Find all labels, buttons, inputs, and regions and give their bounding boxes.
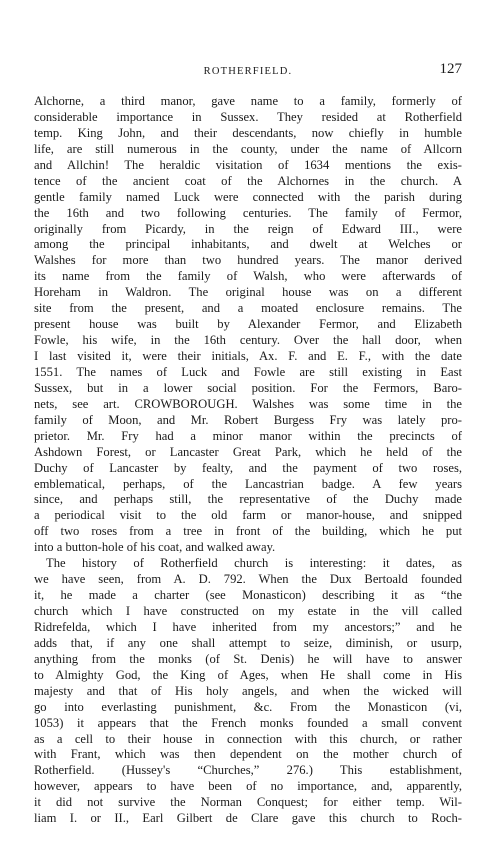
text-line: and Allchin! The heraldic visitation of 1634 mentions the exis- (34, 157, 462, 172)
text-line: present house was built by Alexander Fermor, and Elizabeth (34, 317, 462, 332)
text-line: it, he made a charter (see Monasticon) describing it as “the (34, 588, 462, 603)
text-line: we have seen, from A. D. 792. When the Dux Bertoald founded (34, 572, 462, 587)
text-line: Horeham in Waldron. The original house was on a different (34, 285, 462, 300)
text-line: Fowle, his wife, in the 16th century. Over the hall door, when (34, 333, 462, 348)
body-text (34, 94, 462, 827)
text-line: gentle family named Luck were connected with the parish during (34, 189, 462, 204)
text-line: however, appears to have been of no importance, and, apparently, (34, 779, 462, 794)
text-line: site from the present, and a moated enclosure remains. The (34, 301, 462, 316)
text-line: originally from Picardy, in the reign of Edward III., were (34, 221, 462, 236)
text-line: among the principal inhabitants, and dwelt at Welches or (34, 237, 462, 252)
paragraph (34, 94, 462, 556)
text-line: majesty and that of His holy angels, and when the wicked will (34, 683, 462, 698)
text-line: anything from the monks (of St. Denis) he will have to answer (34, 651, 462, 666)
text-line: liam I. or II., Earl Gilbert de Clare gave this church to Roch- (34, 811, 462, 826)
text-line: since, and perhaps still, the representative of the Duchy made (34, 492, 462, 507)
paragraph (34, 556, 462, 827)
text-line: Sussex, but in a lower social position. For the Fermors, Baro- (34, 380, 462, 395)
text-line: tence of the ancient coat of the Alchornes in the church. A (34, 173, 462, 188)
text-line: temp. King John, and their descendants, now chiefly in humble (34, 125, 462, 140)
text-line: emblematical, perhaps, of the Lancastrian badge. A few years (34, 476, 462, 491)
text-line: nets, see art. CROWBOROUGH. Walshes was some time in the (34, 396, 462, 411)
text-line: into a button-hole of his coat, and walked away. (34, 540, 276, 555)
text-line: Ashdown Forest, or Lancaster Great Park, which he held of the (34, 444, 462, 459)
running-title: ROTHERFIELD. (203, 66, 293, 77)
text-line: adds that, if any one shall attempt to seize, diminish, or usurp, (34, 635, 462, 650)
text-line: church which I have constructed on my estate in the vill called (34, 604, 462, 618)
book-page (34, 58, 462, 827)
text-line: Rotherfield. (Hussey's “Churches,” 276.) This establishment, (34, 763, 462, 778)
text-line: a periodical visit to the old farm or manor-house, and snipped (34, 508, 462, 523)
text-line: The history of Rotherfield church is interesting: it dates, as (46, 556, 462, 571)
text-line: Duchy of Lancaster by fealty, and the payment of two roses, (34, 460, 462, 475)
page-number: 127 (439, 61, 462, 77)
text-line: considerable importance in Sussex. They resided at Rotherfield (34, 109, 462, 124)
text-line: to Almighty God, the King of Ages, when He shall come in His (34, 667, 462, 682)
text-line: I last visited it, were their initials, Ax. F. and E. F., with the date (34, 349, 462, 363)
text-line: with Frant, which was then dependent on the mother church of (34, 747, 462, 762)
text-line: Walshes for more than two hundred years. The manor derived (34, 253, 462, 268)
text-line: its name from the family of Walsh, who were afterwards of (34, 269, 462, 284)
running-head (34, 58, 462, 82)
text-line: 1053) it appears that the French monks founded a small convent (34, 715, 462, 730)
text-line: prietor. Mr. Fry had a minor manor within the precincts of (34, 428, 462, 443)
text-line: off two roses from a tree in front of the building, which he put (34, 524, 462, 539)
text-line: it did not survive the Norman Conquest; for either temp. Wil- (34, 795, 462, 810)
text-line: family of Moon, and Mr. Robert Burgess Fry was lately pro- (34, 412, 462, 427)
text-line: as a cell to their house in connection with this church, or rather (34, 731, 462, 746)
text-line: 1551. The names of Luck and Fowle are still existing in East (34, 364, 462, 379)
text-line: the 16th and two following centuries. The family of Fermor, (34, 205, 462, 220)
text-line: Alchorne, a third manor, gave name to a family, formerly of (34, 94, 462, 108)
text-line: life, are still numerous in the county, under the name of Allcorn (34, 141, 462, 156)
text-line: Ridrefelda, which I have inherited from my ancestors;” and he (34, 619, 462, 634)
text-line: go into everlasting punishment, &c. From the Monasticon (vi, (34, 699, 462, 714)
